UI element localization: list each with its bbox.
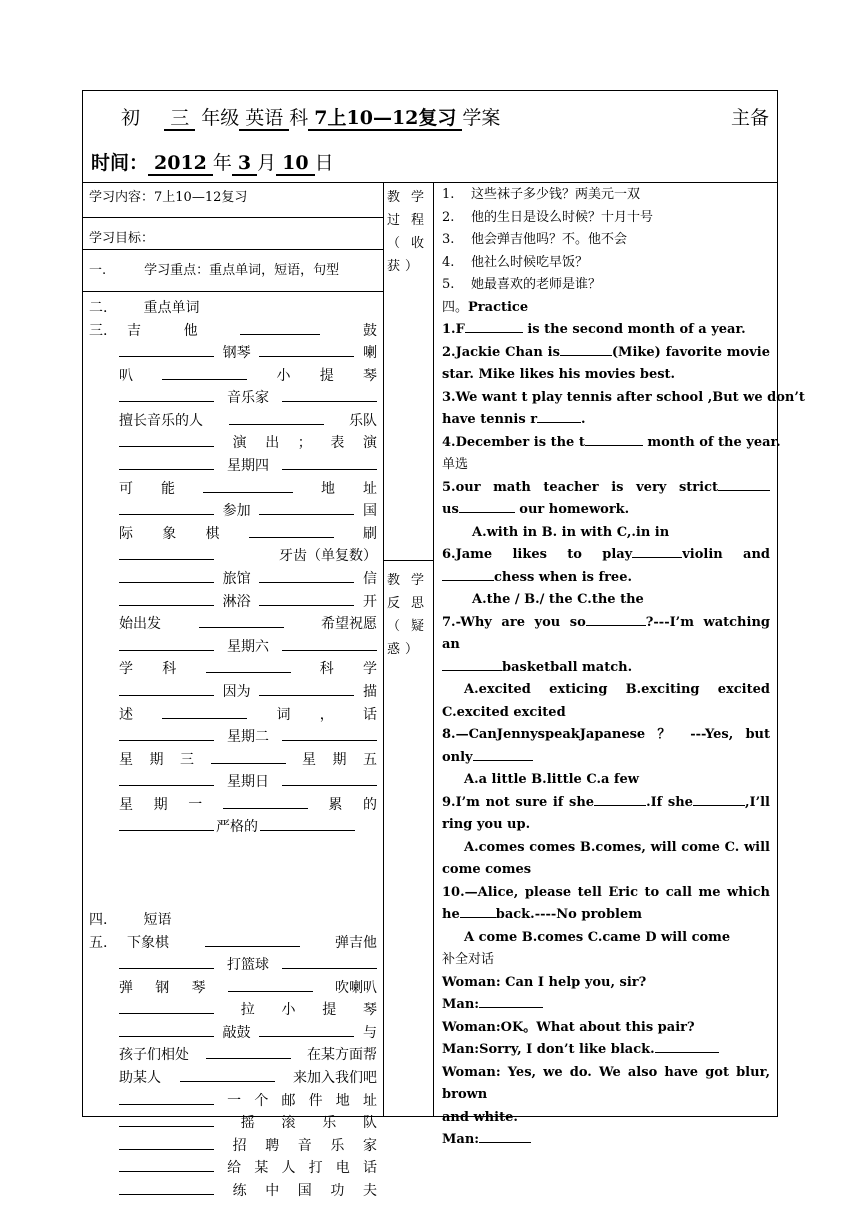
process-char: 获） [387, 259, 424, 274]
q-options: come comes [442, 862, 532, 877]
dialog-line [442, 972, 770, 995]
q-options: C.excited excited [442, 704, 566, 720]
vocab-word: 星 [119, 751, 133, 768]
question-5 [442, 477, 770, 500]
subject: 英语 [239, 107, 289, 131]
phrase: 打 [308, 1160, 323, 1177]
question-9-options-2 [442, 859, 770, 882]
vocab-word: 叭 [119, 367, 133, 384]
vocab-word: 述 [119, 706, 133, 723]
q-text: 10.—Alice, please tell Eric to call me which [442, 884, 770, 900]
phrase: 与 [362, 1024, 377, 1041]
vocab-word: 他 [183, 322, 198, 339]
dialog-text: Man:Sorry, I don’t like black. [442, 1042, 655, 1057]
vocab-word: 牙齿（单复数） [279, 548, 377, 565]
sec3-num: 三. [89, 322, 108, 339]
phrase: 个 [254, 1092, 269, 1109]
goal-text: 学习目标： [89, 231, 155, 246]
reflect-char: （ [387, 619, 406, 634]
vocab-word: 琴 [363, 367, 377, 384]
sentence-num: 3. [442, 232, 455, 247]
phrase: 拉 [240, 1002, 255, 1019]
q-text: 3.We want t play tennis after school ,But we don’t [442, 389, 805, 405]
reflect-char: 思 [410, 596, 429, 611]
header [83, 91, 777, 183]
phrase: 话 [362, 1160, 377, 1177]
phrase: 下象棋 [127, 934, 169, 951]
dialog-line [442, 994, 770, 1017]
doc-type: 学案 [462, 107, 501, 129]
vocab-word: 能 [161, 480, 175, 497]
question-3 [442, 387, 805, 410]
vocab-word: 喇 [362, 345, 377, 361]
vocab-word: 演 [362, 435, 377, 452]
vocab-word: 始出发 [119, 616, 161, 633]
dialog-heading [442, 949, 770, 972]
q-text: back.----No problem [495, 907, 643, 922]
vocab-list [119, 342, 377, 839]
vocab-word: 淋浴 [222, 593, 251, 610]
dialog-line [442, 1062, 770, 1107]
q-text: ,I’ll [744, 794, 770, 810]
q-text: 2.Jackie Chan is [442, 344, 560, 360]
vocab-word: 吉 [127, 322, 141, 339]
vocab-word: 小 [276, 367, 291, 384]
question-8b [442, 747, 770, 770]
focus-text: 学习重点：重点单词，短语，句型 [144, 263, 340, 278]
phrase: 打篮球 [227, 957, 269, 973]
dialog-text: Woman: Can I help you, sir? [442, 974, 647, 990]
phrase: 国 [297, 1182, 312, 1199]
focus-num: 一. [89, 263, 107, 278]
reflect-char: 学 [410, 573, 429, 588]
vocab-word: 三 [180, 751, 194, 768]
q-text: violin and [682, 547, 771, 562]
phrase: 夫 [362, 1182, 377, 1199]
dialog-line [442, 1129, 770, 1152]
q-text: 8.—CanJennyspeakJapanese ？ ---Yes, but [442, 727, 770, 742]
q-text: 5.our math teacher is very strict [442, 479, 718, 495]
process-char: 收 [410, 236, 429, 251]
q-text: he [442, 907, 460, 922]
dialog-text: Woman:OK。What about this pair? [442, 1019, 695, 1035]
phrase: 招 [232, 1137, 247, 1154]
practice-heading [442, 297, 770, 320]
q-options: A.excited exticing B.exciting excited [464, 682, 770, 697]
phrase: 来加入我们吧 [293, 1069, 377, 1086]
question-7-options-2 [442, 702, 770, 725]
vocab-word: 擅长音乐的人 [119, 412, 203, 429]
vocab-word: 严格的 [216, 819, 258, 836]
reflect-char: 疑 [410, 619, 429, 634]
subject-label: 科 [289, 107, 309, 129]
goal-row [83, 218, 383, 250]
year: 2012 [148, 152, 213, 176]
vocab-word: 话 [363, 706, 377, 723]
phrase: 提 [322, 1002, 337, 1019]
sec4-num: 四. [89, 912, 108, 928]
vocab-word: 钢琴 [222, 345, 251, 361]
q-text: 7.-Why are you so [442, 614, 586, 630]
vocab-word: 学 [119, 661, 133, 678]
question-10 [442, 882, 770, 905]
process-char: 学 [410, 190, 429, 205]
date-line [91, 148, 334, 175]
question-6 [442, 544, 770, 567]
question-5b [442, 499, 770, 522]
vocab-word: 的 [362, 796, 377, 813]
year-label: 年 [212, 152, 232, 174]
vocab-word: 星 [119, 796, 133, 813]
vocab-word: 演 [232, 435, 247, 452]
q-text: 1.F [442, 322, 465, 337]
question-8-options [442, 769, 770, 792]
q-text: . [581, 412, 586, 427]
question-7-options [442, 679, 770, 702]
q-text: 6.Jame likes to play [442, 547, 633, 562]
reflect-char: 反 [387, 596, 406, 611]
q-options: A come B.comes C.came D will come [464, 929, 731, 945]
sec2-num: 二. [89, 300, 108, 316]
right-column [434, 182, 805, 1147]
month-label: 月 [257, 152, 277, 174]
phrase: 弹 [119, 979, 133, 996]
section-label: 补全对话 [442, 952, 495, 967]
practice-label: Practice [468, 299, 529, 315]
section-label: 单选 [442, 457, 469, 472]
dialog-text: and white. [442, 1109, 518, 1125]
question-9b [442, 814, 770, 837]
grade-prefix: 初 [121, 107, 141, 129]
title-line [121, 103, 500, 130]
q-text: ring you up. [442, 817, 531, 832]
question-4 [442, 432, 781, 455]
phrase: 乐 [330, 1137, 345, 1154]
q-options: A.the / B./ the C.the the [472, 592, 644, 607]
phrase: 弹吉他 [335, 934, 377, 951]
vocab-word: 可 [119, 480, 133, 497]
right-label: 主备 [730, 107, 769, 129]
vocab-headings [89, 297, 377, 342]
phrase: 人 [281, 1160, 296, 1177]
question-10b [442, 904, 770, 927]
sec2-text: 重点单词 [143, 300, 200, 316]
vocab-word: 址 [363, 480, 377, 497]
middle-divider [383, 560, 433, 561]
process-char: （ [387, 236, 406, 251]
sentence-num: 4. [442, 254, 455, 270]
q-text: basketball match. [502, 659, 633, 675]
question-1 [442, 319, 770, 342]
exercise-list [442, 184, 805, 1152]
phrase: 乐 [322, 1115, 337, 1132]
sentence-text: 她最喜欢的老师是谁？ [470, 277, 601, 292]
q-text: (Mike) favorite movie [611, 344, 770, 360]
dialog-line [442, 1017, 770, 1040]
q-text: only [442, 749, 473, 765]
q-text: ?---I’m watching an [442, 614, 770, 652]
process-char: 过 [387, 213, 406, 228]
phrase: 练 [232, 1182, 247, 1199]
vocab-word: 星期四 [227, 457, 269, 474]
phrase: 电 [335, 1160, 350, 1177]
dialog-text: Woman: Yes, we do. We also have got blur, brown [442, 1064, 770, 1102]
vocab-word: 学 [363, 661, 377, 678]
phrase-headings [89, 909, 377, 954]
reflect-label [383, 567, 433, 663]
dialog-text: Man: [442, 997, 480, 1012]
grade: 三 [164, 107, 195, 131]
q-text: is the second month of a year. [522, 322, 746, 337]
vocab-word: 星期日 [227, 774, 269, 791]
phrase: 聘 [265, 1137, 280, 1154]
day-label: 日 [314, 152, 334, 174]
q-text: our homework. [514, 502, 630, 517]
process-label [383, 184, 433, 280]
vocab-word: 科 [162, 661, 177, 678]
vocab-word: 旅馆 [222, 570, 251, 587]
phrase: 音 [297, 1137, 312, 1154]
vocab-word: 开 [362, 593, 377, 610]
vocab-word: ； [297, 435, 312, 452]
q-text: 4.December is the t [442, 434, 585, 450]
q-options: A.a little B.little C.a few [464, 772, 639, 787]
q-text: 9.I’m not sure if she [442, 794, 595, 810]
worksheet [82, 90, 805, 1199]
question-5-options [442, 522, 770, 545]
phrase: 在某方面帮 [307, 1047, 377, 1064]
vocab-word: 音乐家 [227, 390, 269, 407]
vocab-word: 词 [276, 706, 291, 723]
question-9-options [442, 837, 770, 860]
question-10-options [442, 927, 770, 950]
phrase: 助某人 [119, 1069, 161, 1086]
phrase-list [119, 954, 377, 1203]
left-column [83, 182, 384, 1199]
sentence [442, 229, 770, 252]
vocab-word: 星期六 [227, 638, 269, 655]
vocab-word: 五 [363, 751, 377, 768]
question-8 [442, 724, 770, 747]
reflect-char: 惑） [387, 642, 424, 657]
vocab-word: 科 [319, 661, 334, 678]
reflect-char: 教 [387, 573, 406, 588]
vocab-word: 希望祝愿 [321, 616, 377, 633]
question-2 [442, 342, 770, 365]
sec5-num: 五. [89, 934, 108, 951]
vocab-word: 期 [153, 796, 168, 813]
month: 3 [232, 152, 257, 176]
focus-row [83, 250, 383, 292]
phrase: 地 [335, 1092, 350, 1109]
vocab-word: 鼓 [362, 322, 377, 339]
question-9 [442, 792, 770, 815]
dialog-line [442, 1039, 770, 1062]
content-text: 学习内容：7上10—12复习 [89, 190, 248, 205]
practice-num: 四。 [442, 299, 469, 315]
phrase: 给 [227, 1160, 242, 1177]
q-text: chess when is free. [494, 569, 632, 585]
question-7 [442, 612, 770, 657]
vocab-word: 期 [332, 751, 347, 768]
vocab-word: 参加 [222, 503, 251, 520]
content-row [83, 182, 383, 218]
phrase: 滚 [281, 1115, 296, 1132]
question-6b [442, 567, 770, 590]
sentence [442, 274, 770, 297]
sentence [442, 207, 770, 230]
vocab-word: 提 [319, 367, 334, 384]
question-7b [442, 657, 770, 680]
topic: 7上10—12复习 [308, 107, 462, 131]
phrase: 队 [363, 1115, 377, 1132]
phrase: 孩子们相处 [119, 1047, 189, 1064]
vocab-word: 星期二 [227, 729, 269, 746]
phrase: 中 [265, 1182, 280, 1199]
dialog-line [442, 1107, 770, 1130]
vocab-word: 象 [162, 525, 177, 542]
sentence-text: 这些袜子多少钱？两美元一双 [470, 187, 640, 202]
vocab-word: 表 [330, 435, 345, 452]
vocab-word: 刷 [363, 525, 377, 542]
vocab-word: 棋 [205, 525, 220, 542]
phrase: 功 [330, 1182, 345, 1199]
vocab-word: ， [319, 706, 334, 723]
sentence-text: 他社么时候吃早饭？ [470, 254, 588, 270]
vocab-word: 期 [149, 751, 164, 768]
q-text: us [442, 502, 459, 517]
phrase: 琴 [363, 1002, 377, 1019]
phrase: 琴 [191, 979, 206, 996]
sentence-text: 他会弹吉他吗？不。他不会 [470, 232, 627, 247]
phrase: 敲鼓 [222, 1024, 251, 1041]
sentence-num: 1. [442, 187, 455, 202]
vocab-word: 星 [302, 751, 316, 768]
phrase: 钢 [155, 979, 170, 996]
sentence-num: 2. [442, 209, 455, 225]
vocab-word: 累 [328, 796, 343, 813]
vocab-word: 出 [265, 435, 280, 452]
q-text: .If she [646, 794, 693, 810]
q-options: A.with in B. in with C,.in in [472, 524, 670, 540]
process-char: 教 [387, 190, 406, 205]
phrase: 件 [308, 1092, 323, 1109]
middle-column [383, 182, 434, 1116]
vocab-word: 信 [362, 570, 377, 587]
single-choice-heading [442, 454, 770, 477]
vocab-word: 国 [362, 503, 377, 520]
vocab-word: 一 [188, 796, 203, 813]
process-char: 程 [410, 213, 429, 228]
phrase: 一 [227, 1092, 242, 1109]
q-text: star. Mike likes his movies best. [442, 367, 676, 382]
question-3b [442, 409, 770, 432]
grade-label: 年级 [201, 107, 240, 129]
q-text: month of the year. [642, 434, 781, 450]
question-6-options [442, 589, 770, 612]
phrase: 摇 [240, 1115, 255, 1132]
vocab-word: 乐队 [349, 412, 377, 429]
vocab-word: 际 [119, 525, 133, 542]
vocab-word: 因为 [222, 683, 251, 700]
phrase: 邮 [281, 1092, 296, 1109]
phrase: 吹喇叭 [335, 979, 377, 996]
vocab-word: 描 [362, 683, 377, 700]
sentence [442, 184, 770, 207]
q-text: have tennis r [442, 412, 538, 427]
phrase: 家 [362, 1137, 377, 1154]
sec4-text: 短语 [143, 912, 172, 928]
q-options: A.comes comes B.comes, will come C. will [464, 839, 770, 855]
sentence [442, 252, 770, 275]
vocab-word: 地 [321, 480, 335, 497]
phrase: 小 [281, 1002, 296, 1019]
phrase: 某 [254, 1160, 269, 1177]
dialog-text: Man: [442, 1132, 480, 1147]
sentence-text: 他的生日是设么时候？十月十号 [470, 209, 653, 225]
day: 10 [276, 152, 314, 176]
question-2b [442, 364, 770, 387]
phrase: 址 [362, 1092, 377, 1109]
sentence-num: 5. [442, 277, 455, 292]
date-label: 时间： [91, 152, 149, 174]
